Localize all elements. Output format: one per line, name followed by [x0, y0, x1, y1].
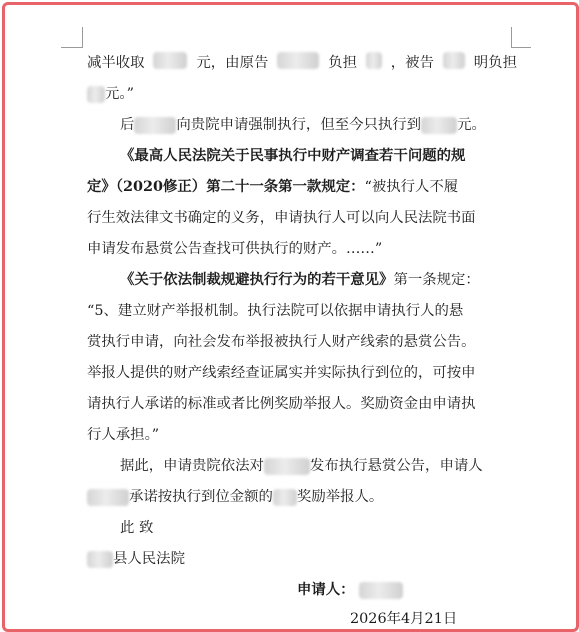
redacted-amount	[366, 52, 382, 69]
margin-mark-left-h	[61, 47, 83, 48]
text-line: 后 向贵院申请强制执行，但至今只执行到 元。	[120, 117, 486, 133]
redacted-name	[87, 489, 129, 506]
redacted-name	[443, 52, 465, 69]
document-frame	[2, 2, 579, 632]
text-line: 行人承担。”	[87, 427, 160, 443]
text-line: 《关于依法制裁规避执行行为的若干意见》第一条规定：	[120, 271, 480, 288]
redacted-name	[359, 582, 403, 599]
text-line: 承诺按执行到位金额的 奖励举报人。	[87, 486, 517, 508]
redacted-county	[87, 551, 113, 568]
margin-mark-right-h	[511, 47, 531, 48]
text-line: 举报人提供的财产线索经查证属实并实际执行到位的，可按申	[87, 365, 476, 381]
text-line: 赏执行申请，向社会发布举报被执行人财产线索的悬赏公告。	[87, 334, 476, 350]
text-line: 元。”	[87, 83, 517, 105]
margin-mark-right-v	[511, 27, 512, 48]
text-line: 请执行人承诺的标准或者比例奖励举报人。奖励资金由申请执	[87, 396, 476, 412]
text-line: “5、建立财产举报机制。执行法院可以依据申请执行人的悬	[87, 303, 464, 319]
redacted-amount	[273, 489, 297, 506]
redacted-amount	[421, 117, 457, 134]
court-name: 县人民法院	[87, 548, 517, 570]
document-date: 2026年4月21日	[350, 611, 458, 627]
salutation: 此 致	[120, 520, 154, 536]
text-line: 据此，申请贵院依法对 发布执行悬赏公告，申请人	[120, 458, 483, 474]
redacted-name	[277, 52, 319, 69]
text-line: 申请发布悬赏公告查找可供执行的财产。……”	[87, 241, 383, 257]
redacted-name	[264, 458, 310, 475]
redacted-amount	[87, 86, 105, 103]
text-line: 减半收取 元，由原告 负担 ，被告 明负担	[87, 52, 517, 74]
redacted-name	[134, 117, 176, 134]
applicant-signature: 申请人：	[87, 579, 517, 601]
margin-mark-left-v	[82, 27, 83, 48]
redacted-amount	[153, 52, 187, 69]
text-line: 定》（2020修正）第二十一条第一款规定：“被执行人不履	[87, 178, 459, 195]
text-line: 行生效法律文书确定的义务，申请执行人可以向人民法院书面	[87, 210, 476, 226]
text-line: 《最高人民法院关于民事执行中财产调查若干问题的规	[120, 147, 466, 164]
